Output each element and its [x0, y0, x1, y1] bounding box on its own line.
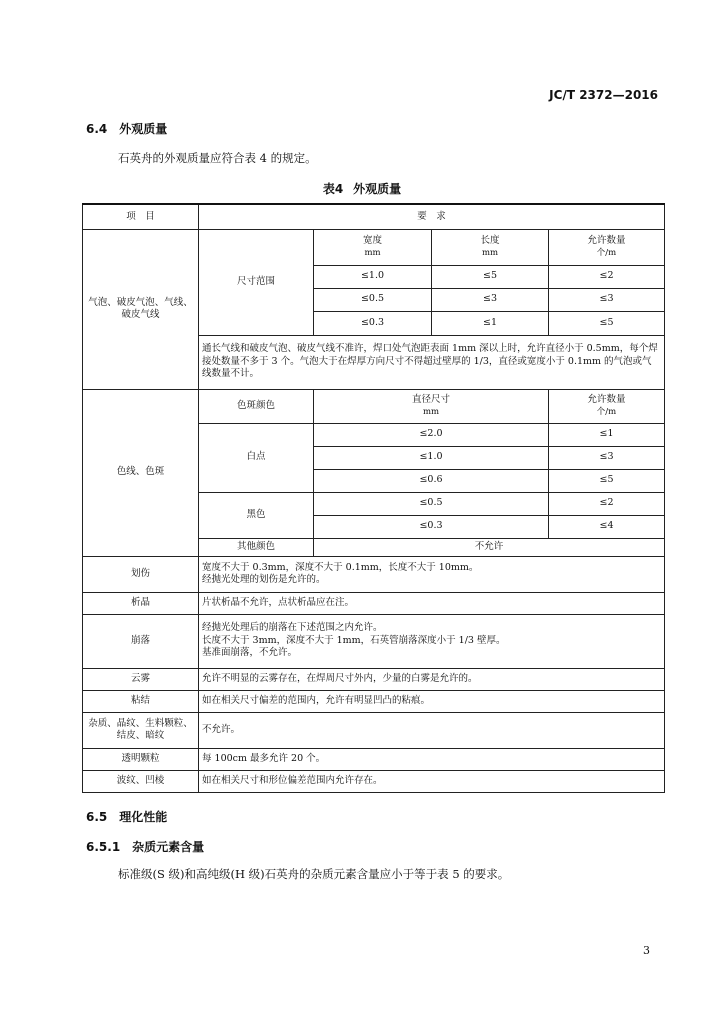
- size-range-label: 尺寸范围: [199, 229, 314, 335]
- spot-count-header: 允许数量 个/m: [549, 389, 665, 423]
- table-4-title: [0, 180, 724, 197]
- table-cell: ≤2: [549, 265, 665, 288]
- transparent-text: 每 100cm 最多允许 20 个。: [199, 748, 665, 770]
- impurity-item: 杂质、晶纹、生料颗粒、结皮、暗纹: [83, 712, 199, 748]
- wave-item: 波纹、凹棱: [83, 770, 199, 792]
- scratch-item: 划伤: [83, 556, 199, 592]
- cloud-item: 云雾: [83, 668, 199, 690]
- table-cell: ≤3: [432, 288, 549, 311]
- table-cell: ≤1.0: [314, 265, 432, 288]
- diameter-header: 直径尺寸 mm: [314, 389, 549, 423]
- table-number: 表4: [322, 182, 344, 196]
- page-number: 3: [643, 944, 650, 957]
- crystal-item: 析晶: [83, 592, 199, 614]
- table-cell: ≤1.0: [314, 446, 549, 469]
- section-number: 6.5.1: [86, 840, 121, 854]
- table-cell: ≤3: [549, 446, 665, 469]
- table-cell: ≤3: [549, 288, 665, 311]
- table-cell: ≤0.5: [314, 288, 432, 311]
- standard-code: JC/T 2372—2016: [549, 88, 658, 102]
- table-cell: ≤1: [549, 423, 665, 446]
- table-cell: ≤2: [549, 492, 665, 515]
- section-title: 理化性能: [119, 810, 168, 824]
- section-6-5-1-heading: [86, 838, 204, 855]
- spots-item: 色线、色斑: [83, 389, 199, 556]
- header-requirement: 要 求: [199, 204, 665, 229]
- spot-color-header: 色斑颜色: [199, 389, 314, 423]
- width-header: 宽度 mm: [314, 229, 432, 265]
- cloud-text: 允许不明显的云雾存在，在焊周尺寸外内，少量的白雾是允许的。: [199, 668, 665, 690]
- section-6-4-text: 石英舟的外观质量应符合表 4 的规定。: [118, 151, 317, 165]
- section-number: 6.5: [86, 810, 108, 824]
- table-cell: ≤5: [549, 469, 665, 492]
- other-color-label: 其他颜色: [199, 538, 314, 556]
- table-cell: ≤5: [549, 311, 665, 335]
- table-title-text: 外观质量: [353, 182, 402, 196]
- chipping-text: 经抛光处理后的崩落在下述范围之内允许。 长度不大于 3mm，深度不大于 1mm，石英管崩落深度小于 1/3 壁厚。 基准面崩落，不允许。: [199, 614, 665, 668]
- impurity-text: 不允许。: [199, 712, 665, 748]
- table-cell: ≤0.6: [314, 469, 549, 492]
- other-color-value: 不允许: [314, 538, 665, 556]
- wave-text: 如在相关尺寸和形位偏差范围内允许存在。: [199, 770, 665, 792]
- black-spot-label: 黑色: [199, 492, 314, 538]
- bubbles-note: 通长气线和破皮气泡、破皮气线不准许，焊口处气泡距表面 1mm 深以上时，允许直径小于 0.5mm，每个焊接处数量不多于 3 个。气泡大于在焊厚方向尺寸不得超过壁厚的 1/3，直径或宽度小于 0.1mm 的气泡或气线数量不计。: [199, 335, 665, 389]
- chipping-item: 崩落: [83, 614, 199, 668]
- section-title: 杂质元素含量: [132, 840, 205, 854]
- table-cell: ≤5: [432, 265, 549, 288]
- table-cell: ≤4: [549, 515, 665, 538]
- section-title: 外观质量: [119, 122, 168, 136]
- table-cell: ≤0.5: [314, 492, 549, 515]
- bonding-item: 粘结: [83, 690, 199, 712]
- header-item: 项 目: [83, 204, 199, 229]
- table-cell: ≤1: [432, 311, 549, 335]
- transparent-item: 透明颗粒: [83, 748, 199, 770]
- appearance-quality-table: [82, 203, 665, 793]
- bubbles-item: 气泡、破皮气泡、气线、破皮气线: [83, 229, 199, 389]
- section-6-4-heading: [86, 120, 167, 137]
- length-header: 长度 mm: [432, 229, 549, 265]
- section-6-5-1-text: 标准级(S 级)和高纯级(H 级)石英舟的杂质元素含量应小于等于表 5 的要求。: [118, 867, 510, 881]
- section-number: 6.4: [86, 122, 108, 136]
- section-6-5-heading: [86, 808, 167, 825]
- table-cell: ≤2.0: [314, 423, 549, 446]
- bonding-text: 如在相关尺寸偏差的范围内，允许有明显凹凸的粘痕。: [199, 690, 665, 712]
- scratch-text: 宽度不大于 0.3mm，深度不大于 0.1mm，长度不大于 10mm。 经抛光处理的划伤是允许的。: [199, 556, 665, 592]
- crystal-text: 片状析晶不允许，点状析晶应在注。: [199, 592, 665, 614]
- table-cell: ≤0.3: [314, 515, 549, 538]
- count-header: 允许数量 个/m: [549, 229, 665, 265]
- table-cell: ≤0.3: [314, 311, 432, 335]
- white-spot-label: 白点: [199, 423, 314, 492]
